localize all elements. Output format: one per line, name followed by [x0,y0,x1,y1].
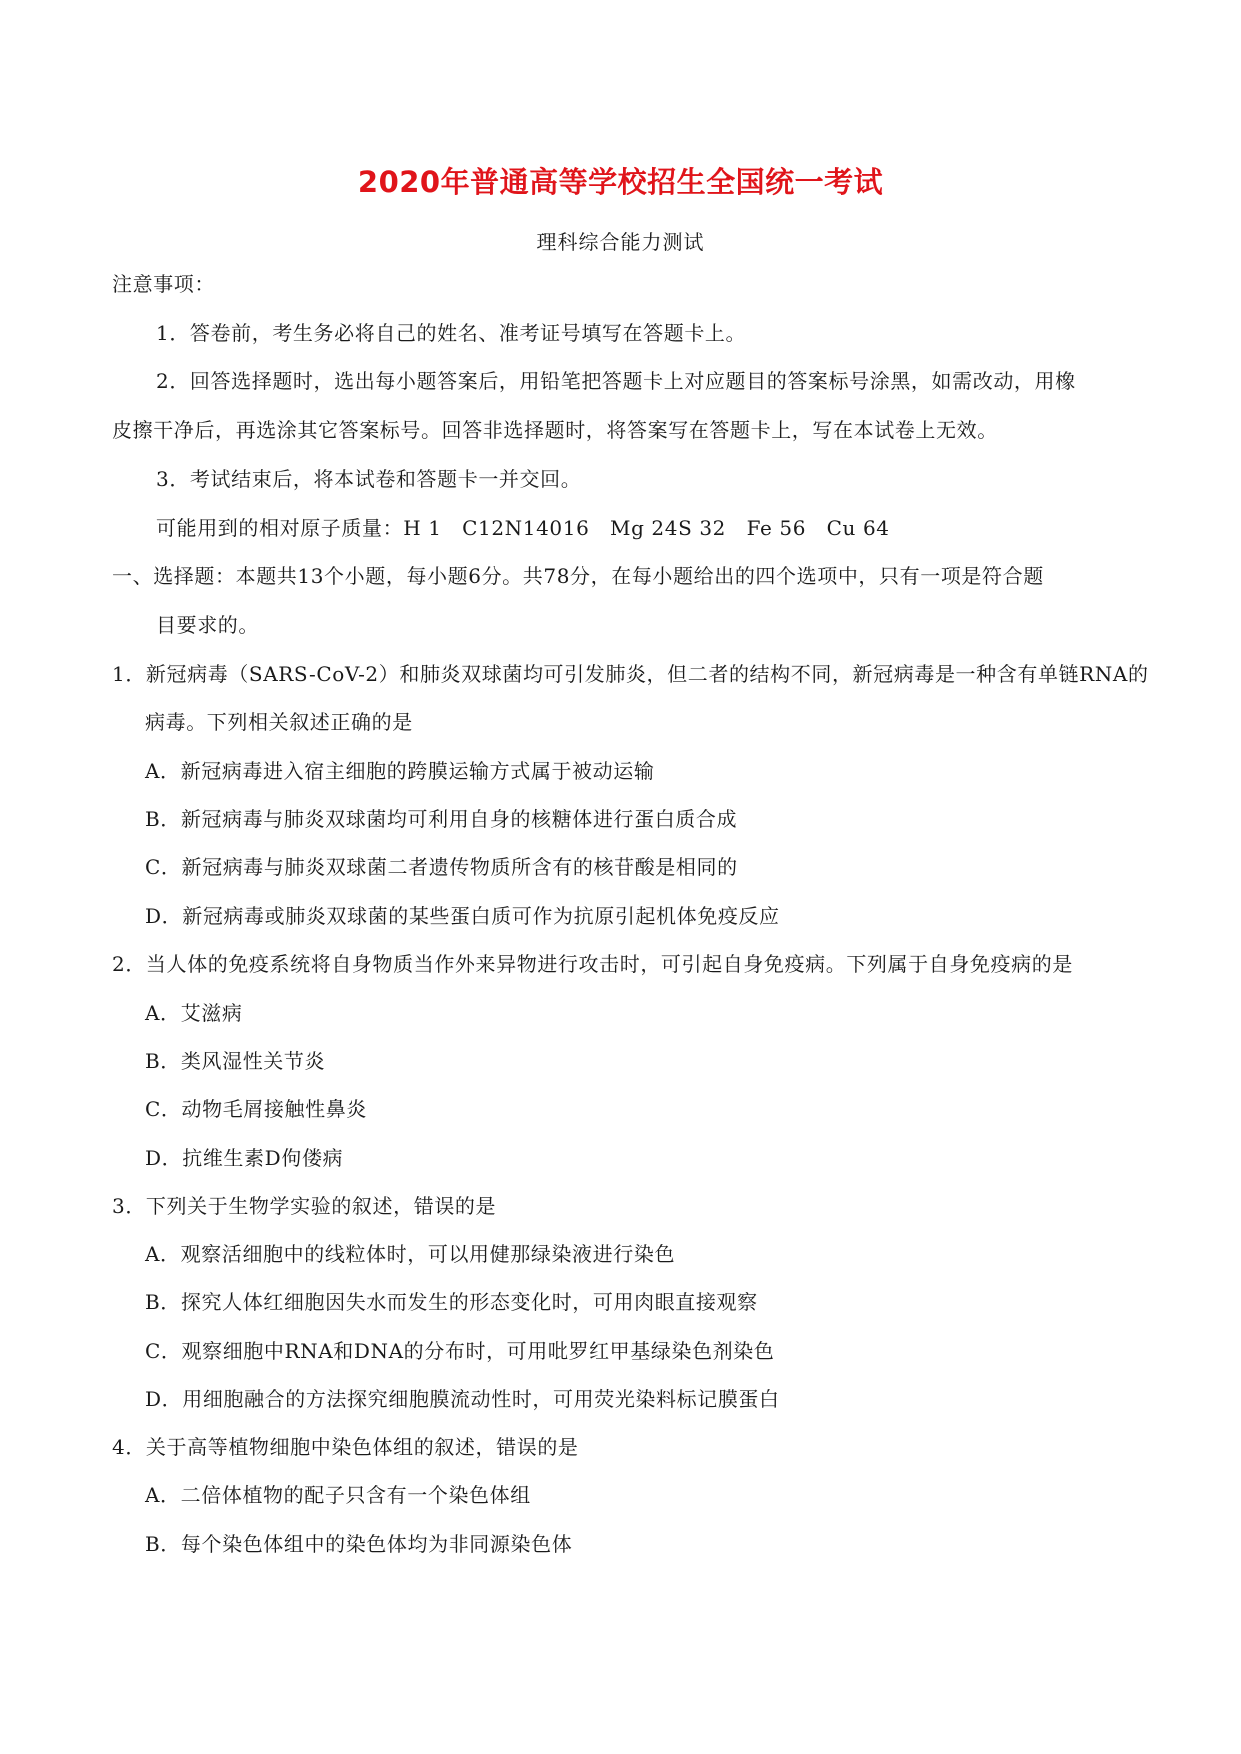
question-2-option-d: D．抗维生素D佝偻病 [145,1146,344,1170]
question-3-option-c: C．观察细胞中RNA和DNA的分布时，可用吡罗红甲基绿染色剂染色 [145,1339,775,1363]
question-1-stem-line-1: 1．新冠病毒（SARS-CoV-2）和肺炎双球菌均可引发肺炎，但二者的结构不同，新冠病毒是一种含有单链RNA的 [112,662,1149,686]
question-2-stem: 2．当人体的免疫系统将自身物质当作外来异物进行攻击时，可引起自身免疫病。下列属于自身免疫病的是 [112,952,1073,976]
section-heading-line-1: 一、选择题：本题共13个小题，每小题6分。共78分，在每小题给出的四个选项中，只有一项是符合题 [112,564,1044,588]
question-4-option-a: A．二倍体植物的配子只含有一个染色体组 [145,1483,531,1507]
notice-item-2-line-2: 皮擦干净后，再选涂其它答案标号。回答非选择题时，将答案写在答题卡上，写在本试卷上无效。 [112,418,998,442]
question-3-stem: 3．下列关于生物学实验的叙述，错误的是 [112,1194,497,1218]
exam-subtitle: 理科综合能力测试 [536,230,705,254]
exam-title: 2020年普通高等学校招生全国统一考试 [357,165,884,199]
notice-item-2-line-1: 2．回答选择题时，选出每小题答案后，用铅笔把答题卡上对应题目的答案标号涂黑，如需改动，用橡 [156,369,1076,393]
question-1-option-c: C．新冠病毒与肺炎双球菌二者遗传物质所含有的核苷酸是相同的 [145,855,738,879]
question-3-option-a: A．观察活细胞中的线粒体时，可以用健那绿染液进行染色 [145,1242,676,1266]
question-4-option-b: B．每个染色体组中的染色体均为非同源染色体 [145,1532,573,1556]
question-1-stem-line-2: 病毒。下列相关叙述正确的是 [145,710,413,734]
question-1-option-d: D．新冠病毒或肺炎双球菌的某些蛋白质可作为抗原引起机体免疫反应 [145,904,780,928]
question-2-option-c: C．动物毛屑接触性鼻炎 [145,1097,367,1121]
question-4-stem: 4．关于高等植物细胞中染色体组的叙述，错误的是 [112,1435,579,1459]
notice-heading: 注意事项： [112,272,215,296]
question-3-option-b: B．探究人体红细胞因失水而发生的形态变化时，可用肉眼直接观察 [145,1290,758,1314]
question-2-option-b: B．类风湿性关节炎 [145,1049,326,1073]
section-heading-line-2: 目要求的。 [156,613,259,637]
question-1-option-a: A．新冠病毒进入宿主细胞的跨膜运输方式属于被动运输 [145,759,655,783]
question-2-option-a: A．艾滋病 [145,1001,243,1025]
question-3-option-d: D．用细胞融合的方法探究细胞膜流动性时，可用荧光染料标记膜蛋白 [145,1387,780,1411]
notice-item-3: 3．考试结束后，将本试卷和答题卡一并交回。 [156,467,582,491]
question-1-option-b: B．新冠病毒与肺炎双球菌均可利用自身的核糖体进行蛋白质合成 [145,807,738,831]
notice-item-1: 1．答卷前，考生务必将自己的姓名、准考证号填写在答题卡上。 [156,321,747,345]
atomic-mass-line: 可能用到的相对原子质量：H 1 C12N14016 Mg 24S 32 Fe 56 Cu 64 [156,516,890,540]
